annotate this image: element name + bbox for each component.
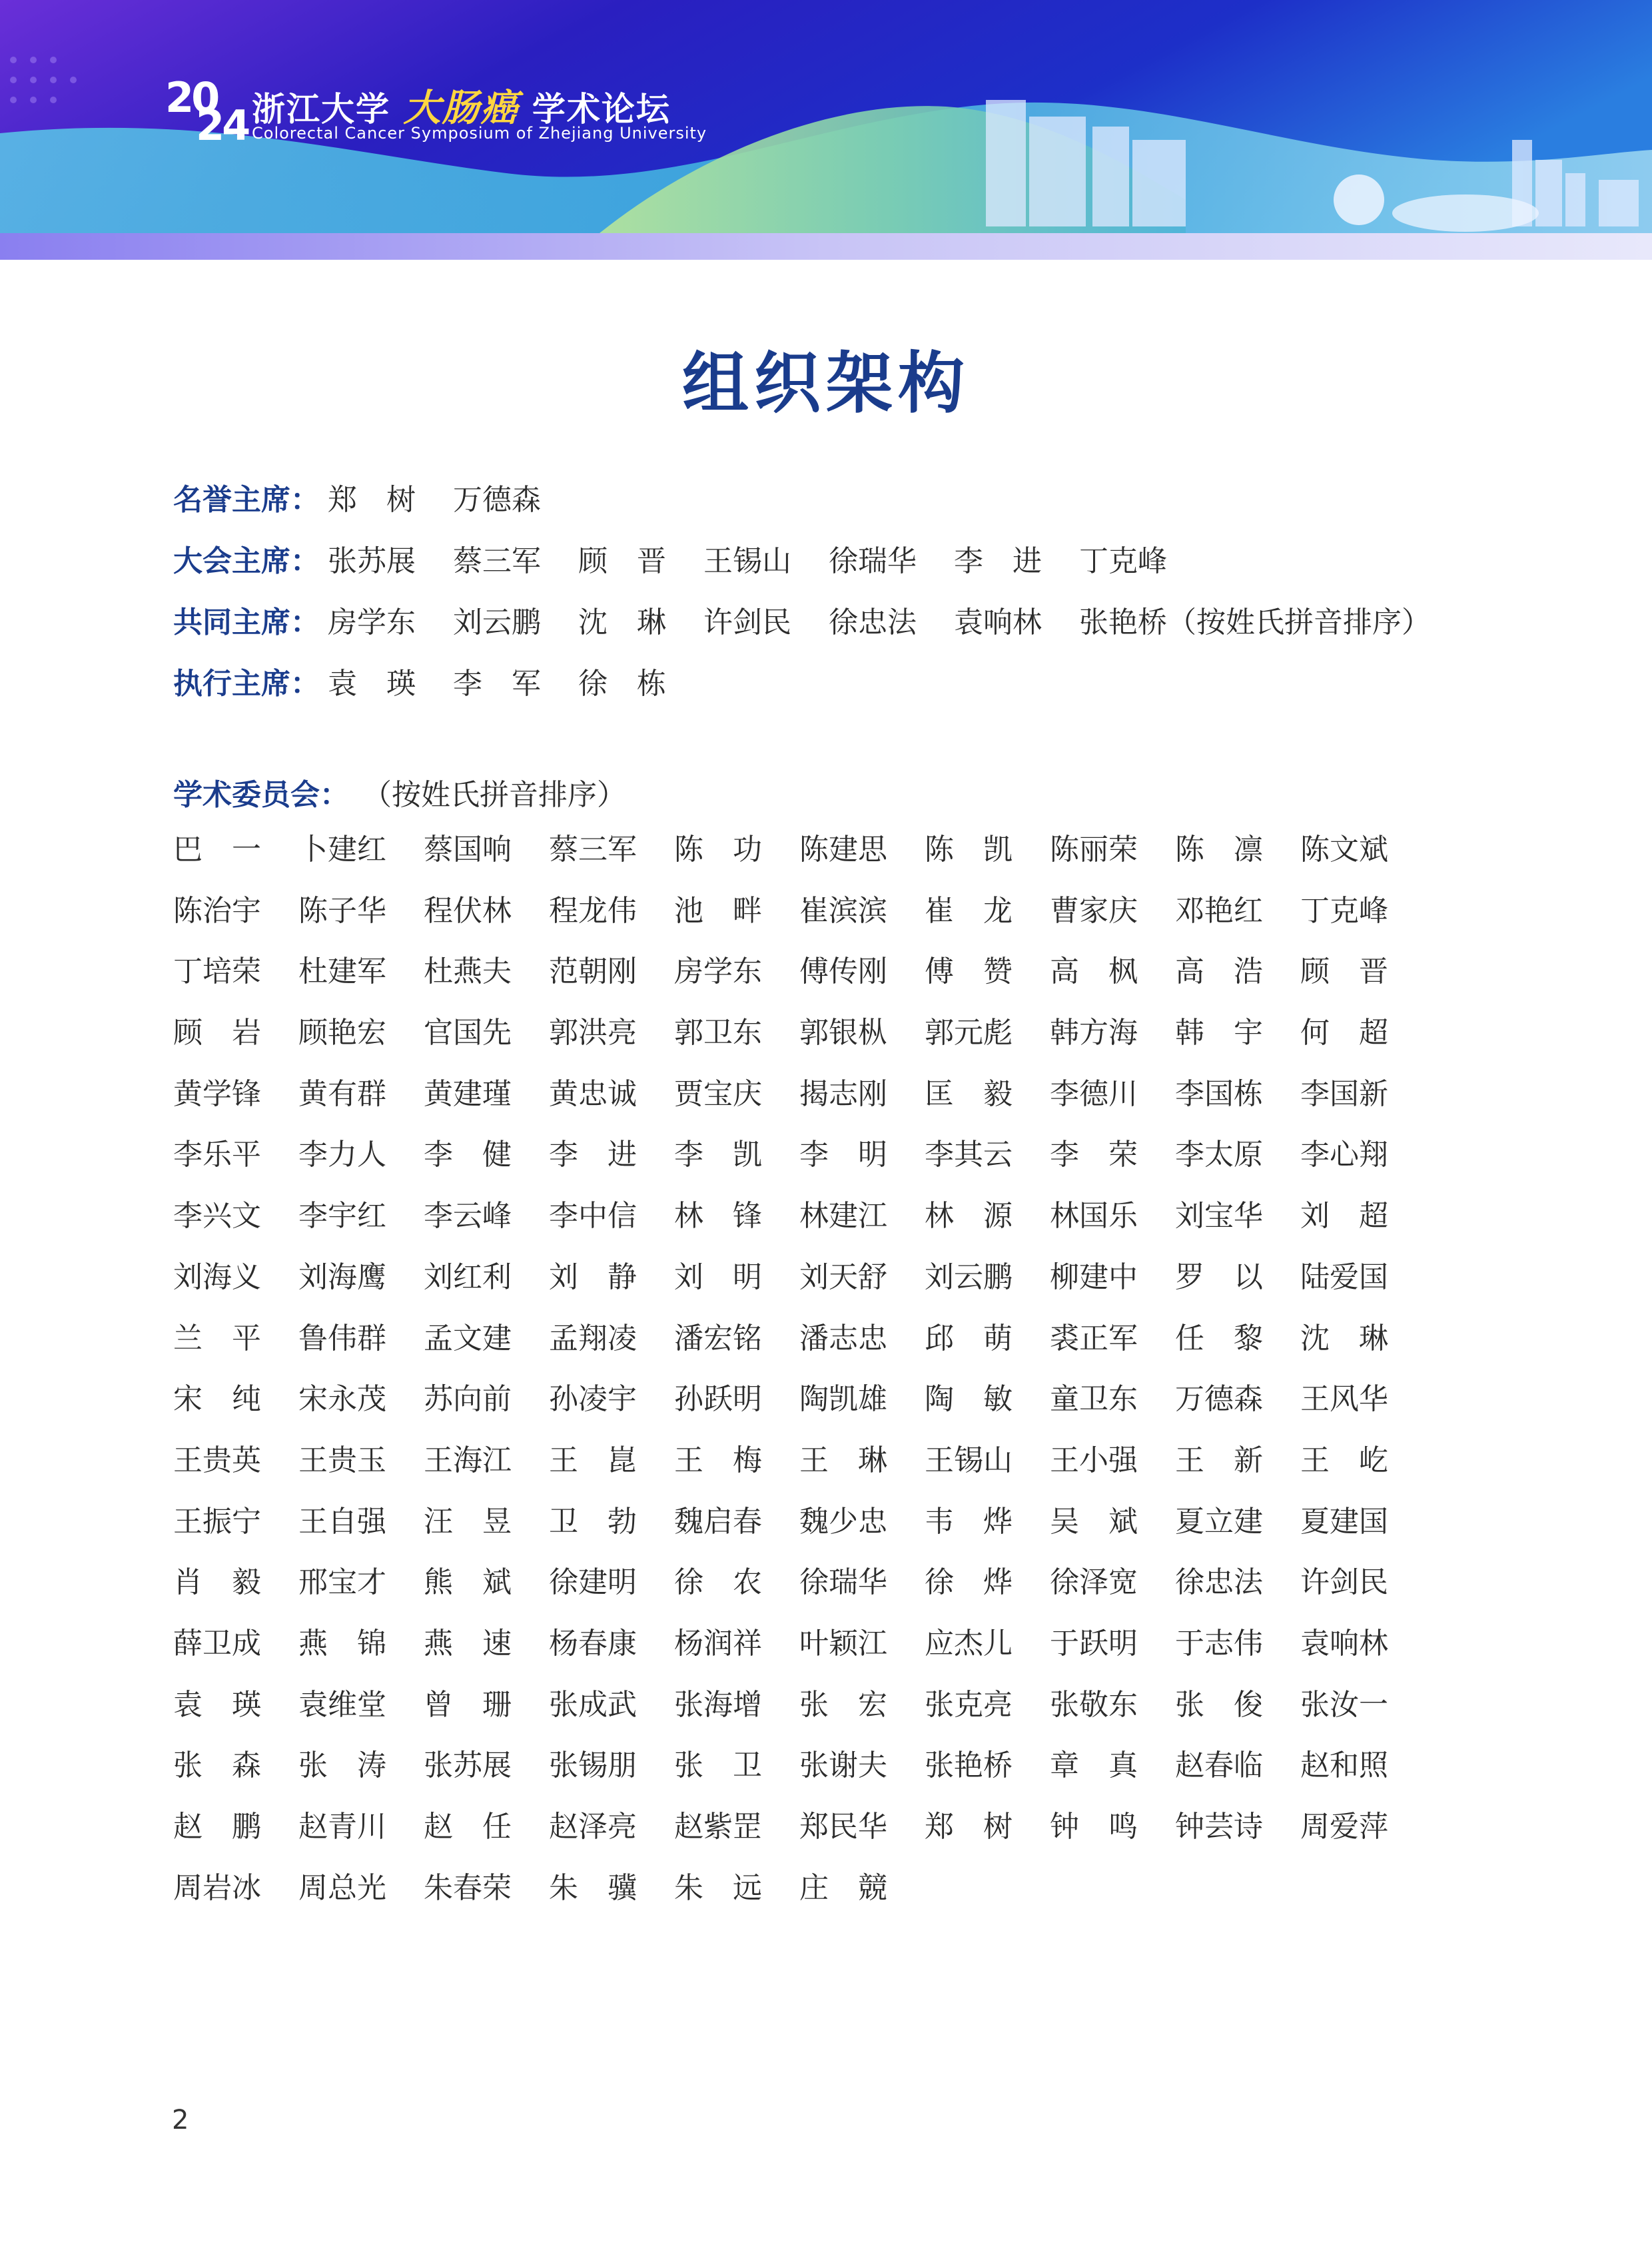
- chair-label: 名誉主席：: [173, 483, 320, 517]
- co-chair-row: [173, 589, 1505, 650]
- committee-member: 陶 敏: [925, 1382, 1013, 1417]
- committee-member: 杨润祥: [674, 1626, 762, 1661]
- academic-committee-section: [173, 765, 1505, 1918]
- committee-member: 王自强: [298, 1504, 386, 1539]
- committee-member: 丁克峰: [1300, 893, 1388, 928]
- committee-member: 张 俊: [1175, 1687, 1263, 1722]
- chair-label: 大会主席：: [173, 544, 320, 578]
- committee-member: 徐建明: [549, 1565, 637, 1600]
- committee-member: 揭志刚: [799, 1076, 887, 1111]
- committee-member: 罗 以: [1175, 1260, 1263, 1294]
- committee-member: 夏建国: [1300, 1504, 1388, 1539]
- chair-name: 袁 瑛: [328, 667, 416, 701]
- committee-member: 徐 烨: [925, 1565, 1013, 1600]
- committee-member: 宋永茂: [298, 1382, 386, 1417]
- committee-member: 张敬东: [1050, 1687, 1138, 1722]
- committee-member: 邢宝才: [298, 1565, 386, 1600]
- committee-member: 熊 斌: [424, 1565, 512, 1600]
- committee-member: 房学东: [674, 954, 762, 989]
- congress-chair-row: [173, 528, 1505, 589]
- committee-member: 王振宁: [173, 1504, 261, 1539]
- committee-member: 李国新: [1300, 1076, 1388, 1111]
- committee-member: 池 畔: [674, 893, 762, 928]
- logo-year: [165, 72, 248, 150]
- committee-member: 刘 超: [1300, 1199, 1388, 1234]
- committee-member: 潘宏铭: [674, 1321, 762, 1355]
- committee-member: 周总光: [298, 1870, 386, 1905]
- committee-member: 赵泽亮: [549, 1810, 637, 1844]
- committee-member: 林 锋: [674, 1199, 762, 1234]
- committee-member: 钟 鸣: [1050, 1810, 1138, 1844]
- committee-member: 王 屹: [1300, 1443, 1388, 1477]
- committee-member: 王贵英: [173, 1443, 261, 1477]
- committee-member: 张 森: [173, 1748, 261, 1783]
- committee-member: 刘天舒: [799, 1260, 887, 1294]
- chair-name: 丁克峰: [1079, 544, 1167, 578]
- committee-member: 陈治宇: [173, 893, 261, 928]
- header-banner: [0, 0, 1652, 260]
- committee-member: 高 枫: [1050, 954, 1138, 989]
- committee-member: 于跃明: [1050, 1626, 1138, 1661]
- committee-member: 宋 纯: [173, 1382, 261, 1417]
- page-title: 组织架构: [682, 344, 970, 422]
- committee-member: 徐 农: [674, 1565, 762, 1600]
- committee-member: 曹家庆: [1050, 893, 1138, 928]
- logo-title-forum: 学术论坛: [532, 90, 671, 129]
- committee-member: 程龙伟: [549, 893, 637, 928]
- committee-member: 吴 斌: [1050, 1504, 1138, 1539]
- chair-label: 执行主席：: [173, 667, 320, 701]
- committee-member: 王 新: [1175, 1443, 1263, 1477]
- committee-member: 刘海鹰: [298, 1260, 386, 1294]
- committee-member: 杜燕夫: [424, 954, 512, 989]
- committee-member: 李国栋: [1175, 1076, 1263, 1111]
- committee-member: 李太原: [1175, 1138, 1263, 1172]
- committee-member: 李 荣: [1050, 1138, 1138, 1172]
- committee-member: 程伏林: [424, 893, 512, 928]
- committee-member: 陆爱国: [1300, 1260, 1388, 1294]
- committee-member-grid: [173, 819, 1505, 1918]
- committee-member: 张成武: [549, 1687, 637, 1722]
- committee-member: 万德森: [1175, 1382, 1263, 1417]
- committee-member: 袁响林: [1300, 1626, 1388, 1661]
- committee-member: 肖 毅: [173, 1565, 261, 1600]
- committee-member: 郑 树: [925, 1810, 1013, 1844]
- committee-member: 张谢夫: [799, 1748, 887, 1783]
- committee-member: 刘 明: [674, 1260, 762, 1294]
- chair-name: 李 进: [954, 544, 1042, 578]
- chair-name: 袁响林: [954, 605, 1042, 639]
- committee-member: 巴 一: [173, 833, 261, 867]
- committee-member: 黄有群: [298, 1076, 386, 1111]
- logo-year-top: 20: [165, 73, 218, 122]
- committee-member: 曾 珊: [424, 1687, 512, 1722]
- chair-name: 万德森: [453, 483, 541, 517]
- chair-name: 郑 树: [328, 483, 416, 517]
- chair-name: 王锡山: [703, 544, 791, 578]
- committee-member: 韩方海: [1050, 1016, 1138, 1050]
- committee-member: 王 琳: [799, 1443, 887, 1477]
- honorary-chair-row: [173, 466, 1505, 528]
- committee-sort-note: （按姓氏拼音排序）: [362, 778, 626, 812]
- committee-member: 裘正军: [1050, 1321, 1138, 1355]
- committee-member: 张 涛: [298, 1748, 386, 1783]
- committee-member: 黄忠诚: [549, 1076, 637, 1111]
- executive-chair-row: [173, 650, 1505, 711]
- committee-member: 黄建瑾: [424, 1076, 512, 1111]
- committee-member: 李云峰: [424, 1199, 512, 1234]
- committee-member: 李力人: [298, 1138, 386, 1172]
- committee-member: 李宇红: [298, 1199, 386, 1234]
- committee-member: 何 超: [1300, 1016, 1388, 1050]
- committee-member: 崔滨滨: [799, 893, 887, 928]
- committee-member: 丁培荣: [173, 954, 261, 989]
- committee-member: 范朝刚: [549, 954, 637, 989]
- committee-member: 王锡山: [925, 1443, 1013, 1477]
- committee-member: 林 源: [925, 1199, 1013, 1234]
- committee-member: 徐忠法: [1175, 1565, 1263, 1600]
- committee-member: 张海增: [674, 1687, 762, 1722]
- committee-member: 徐泽宽: [1050, 1565, 1138, 1600]
- chair-name: 沈 琳: [578, 605, 666, 639]
- committee-member: 朱 骥: [549, 1870, 637, 1905]
- committee-member: 高 浩: [1175, 954, 1263, 989]
- committee-member: 许剑民: [1300, 1565, 1388, 1600]
- committee-member: 崔 龙: [925, 893, 1013, 928]
- committee-member: 薛卫成: [173, 1626, 261, 1661]
- chair-name: 张艳桥: [1079, 605, 1167, 639]
- committee-member: 顾 晋: [1300, 954, 1388, 989]
- committee-member: 陈 凛: [1175, 833, 1263, 867]
- committee-member: 顾 岩: [173, 1016, 261, 1050]
- page-number: 2: [172, 2105, 189, 2135]
- committee-member: 卜建红: [298, 833, 386, 867]
- committee-member: 张艳桥: [925, 1748, 1013, 1783]
- committee-member: 孟翔凌: [549, 1321, 637, 1355]
- committee-member: 陈 凯: [925, 833, 1013, 867]
- committee-member: 李心翔: [1300, 1138, 1388, 1172]
- logo-subtitle: Colorectal Cancer Symposium of Zhejiang University: [252, 124, 707, 143]
- committee-member: 林国乐: [1050, 1199, 1138, 1234]
- committee-member: 郑民华: [799, 1810, 887, 1844]
- chair-names: [328, 659, 703, 702]
- committee-member: 夏立建: [1175, 1504, 1263, 1539]
- committee-member: 张 卫: [674, 1748, 762, 1783]
- chair-name: 徐忠法: [829, 605, 917, 639]
- committee-member: 蔡三军: [549, 833, 637, 867]
- committee-member: 潘志忠: [799, 1321, 887, 1355]
- committee-member: 张锡朋: [549, 1748, 637, 1783]
- committee-member: 袁 瑛: [173, 1687, 261, 1722]
- committee-member: 贾宝庆: [674, 1076, 762, 1111]
- committee-member: 韩 宇: [1175, 1016, 1263, 1050]
- chair-name: 房学东: [328, 605, 416, 639]
- committee-heading: [173, 765, 1505, 819]
- committee-member: 王贵玉: [298, 1443, 386, 1477]
- committee-member: 官国先: [424, 1016, 512, 1050]
- chair-name: 蔡三军: [453, 544, 541, 578]
- committee-member: 李 进: [549, 1138, 637, 1172]
- chair-names: [328, 476, 578, 518]
- committee-member: 赵春临: [1175, 1748, 1263, 1783]
- committee-member: 魏少忠: [799, 1504, 887, 1539]
- chair-label: 共同主席：: [173, 605, 320, 639]
- chair-names: [328, 598, 1431, 641]
- committee-member: 杜建军: [298, 954, 386, 989]
- committee-member: 刘宝华: [1175, 1199, 1263, 1234]
- logo-title-highlight: 大肠癌: [403, 87, 520, 130]
- committee-member: 刘海义: [173, 1260, 261, 1294]
- committee-member: 邱 萌: [925, 1321, 1013, 1355]
- committee-member: 杨春康: [549, 1626, 637, 1661]
- committee-member: 应杰儿: [925, 1626, 1013, 1661]
- committee-member: 张汝一: [1300, 1687, 1388, 1722]
- committee-member: 孙跃明: [674, 1382, 762, 1417]
- committee-member: 庄 競: [799, 1870, 887, 1905]
- committee-member: 王 崑: [549, 1443, 637, 1477]
- committee-member: 韦 烨: [925, 1504, 1013, 1539]
- committee-member: 鲁伟群: [298, 1321, 386, 1355]
- committee-member: 叶颖江: [799, 1626, 887, 1661]
- chair-name: 许剑民: [703, 605, 791, 639]
- committee-member: 张克亮: [925, 1687, 1013, 1722]
- committee-member: 李 健: [424, 1138, 512, 1172]
- committee-label: 学术委员会：: [173, 778, 349, 812]
- committee-member: 赵 任: [424, 1810, 512, 1844]
- committee-member: 郭洪亮: [549, 1016, 637, 1050]
- committee-member: 陶凯雄: [799, 1382, 887, 1417]
- committee-member: 刘 静: [549, 1260, 637, 1294]
- chair-name: 刘云鹏: [453, 605, 541, 639]
- committee-member: 郭卫东: [674, 1016, 762, 1050]
- committee-member: 周岩冰: [173, 1870, 261, 1905]
- committee-member: 李乐平: [173, 1138, 261, 1172]
- chair-name: 张苏展: [328, 544, 416, 578]
- logo-year-bottom: 24: [196, 101, 248, 150]
- committee-member: 沈 琳: [1300, 1321, 1388, 1355]
- committee-member: 卫 勃: [549, 1504, 637, 1539]
- committee-member: 李 明: [799, 1138, 887, 1172]
- committee-member: 燕 锦: [298, 1626, 386, 1661]
- committee-member: 郭银枞: [799, 1016, 887, 1050]
- chair-names: [328, 537, 1204, 579]
- committee-member: 于志伟: [1175, 1626, 1263, 1661]
- committee-member: 任 黎: [1175, 1321, 1263, 1355]
- committee-member: 柳建中: [1050, 1260, 1138, 1294]
- committee-member: 陈 功: [674, 833, 762, 867]
- committee-member: 陈子华: [298, 893, 386, 928]
- committee-member: 刘红利: [424, 1260, 512, 1294]
- committee-member: 顾艳宏: [298, 1016, 386, 1050]
- committee-member: 陈建思: [799, 833, 887, 867]
- chair-name: 李 军: [453, 667, 541, 701]
- committee-member: 袁维堂: [298, 1687, 386, 1722]
- committee-member: 苏向前: [424, 1382, 512, 1417]
- committee-member: 李德川: [1050, 1076, 1138, 1111]
- committee-member: 燕 速: [424, 1626, 512, 1661]
- committee-member: 周爱萍: [1300, 1810, 1388, 1844]
- committee-member: 王 梅: [674, 1443, 762, 1477]
- committee-member: 陈文斌: [1300, 833, 1388, 867]
- committee-member: 徐瑞华: [799, 1565, 887, 1600]
- committee-member: 汪 昱: [424, 1504, 512, 1539]
- committee-member: 朱春荣: [424, 1870, 512, 1905]
- committee-member: 李兴文: [173, 1199, 261, 1234]
- chair-name: 徐 栋: [578, 667, 666, 701]
- committee-member: 李 凯: [674, 1138, 762, 1172]
- committee-member: 李其云: [925, 1138, 1013, 1172]
- committee-member: 赵青川: [298, 1810, 386, 1844]
- committee-member: 黄学锋: [173, 1076, 261, 1111]
- committee-member: 王海江: [424, 1443, 512, 1477]
- committee-member: 赵 鹏: [173, 1810, 261, 1844]
- committee-member: 赵和照: [1300, 1748, 1388, 1783]
- chair-name: 顾 晋: [578, 544, 666, 578]
- sort-note: （按姓氏拼音排序）: [1167, 605, 1431, 639]
- committee-member: 赵紫罡: [674, 1810, 762, 1844]
- committee-member: 朱 远: [674, 1870, 762, 1905]
- logo-title-university: 浙江大学: [252, 90, 390, 129]
- committee-member: 邓艳红: [1175, 893, 1263, 928]
- chair-name: 徐瑞华: [829, 544, 917, 578]
- committee-member: 傅传刚: [799, 954, 887, 989]
- committee-member: 刘云鹏: [925, 1260, 1013, 1294]
- committee-member: 魏启春: [674, 1504, 762, 1539]
- committee-member: 李中信: [549, 1199, 637, 1234]
- committee-member: 郭元彪: [925, 1016, 1013, 1050]
- committee-member: 匡 毅: [925, 1076, 1013, 1111]
- committee-member: 张 宏: [799, 1687, 887, 1722]
- committee-member: 章 真: [1050, 1748, 1138, 1783]
- committee-member: 蔡国响: [424, 833, 512, 867]
- committee-member: 王风华: [1300, 1382, 1388, 1417]
- committee-member: 钟芸诗: [1175, 1810, 1263, 1844]
- committee-member: 张苏展: [424, 1748, 512, 1783]
- chairs-section: [173, 466, 1505, 711]
- committee-member: 林建江: [799, 1199, 887, 1234]
- committee-member: 陈丽荣: [1050, 833, 1138, 867]
- committee-member: 王小强: [1050, 1443, 1138, 1477]
- committee-member: 傅 赞: [925, 954, 1013, 989]
- committee-member: 孟文建: [424, 1321, 512, 1355]
- committee-member: 童卫东: [1050, 1382, 1138, 1417]
- committee-member: 孙凌宇: [549, 1382, 637, 1417]
- committee-member: 兰 平: [173, 1321, 261, 1355]
